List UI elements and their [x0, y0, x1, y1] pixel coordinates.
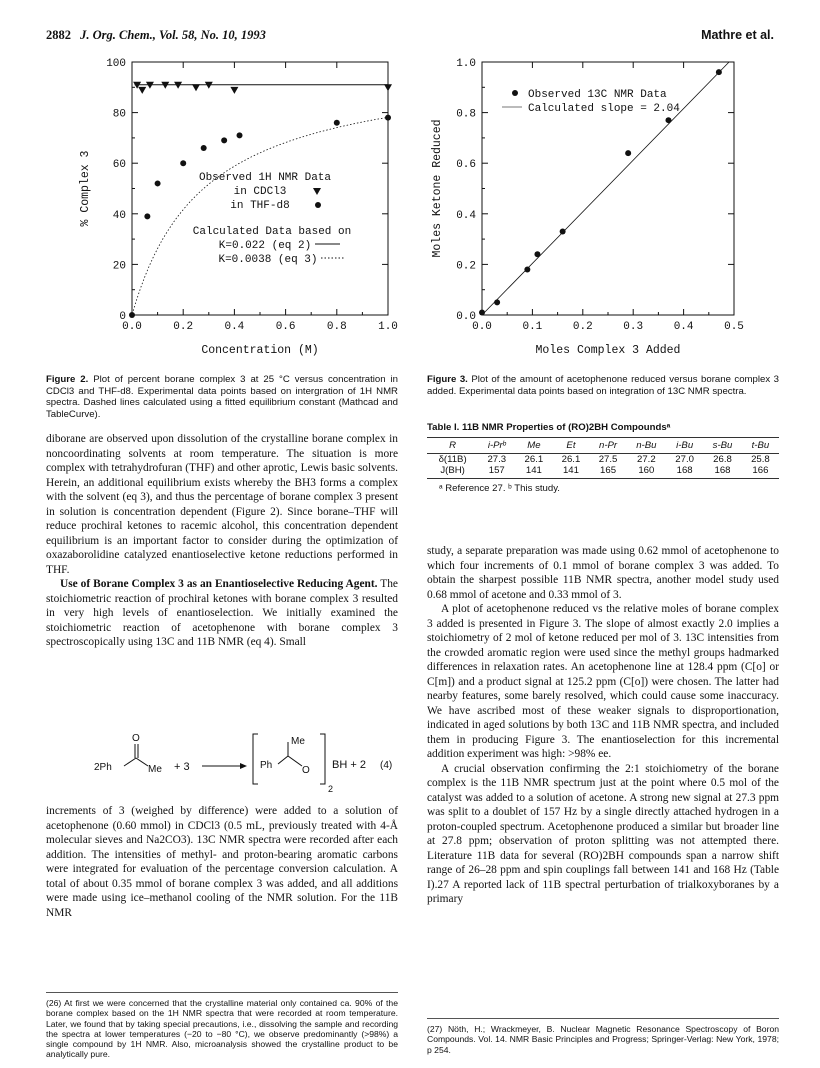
table-cell: 168 — [666, 465, 703, 479]
table-header-cell: n-Bu — [627, 437, 666, 453]
x-tick-label: 0.8 — [326, 321, 347, 333]
table-cell: 168 — [703, 465, 742, 479]
product-label: BH + 2 — [332, 759, 366, 771]
paragraph: diborane are observed upon dissolution of the crystalline borane complex in noncoordinating solvents at room temperature. The situation is more complex with tetrahydrofuran (THF) and other aprotic, Lewis basic solvents. Herein, an additional equilibrium exists whereby the BH3 forms a complex with the solvent (eq 3), and thus the percentage of borane complex 3 present in solution is concentration dependent (Figure 2). Since borane–THF will reduce prochiral ketones to racemic alcohol, this concentration dependent equilibrium is an important factor to consider during the optimization of oxazaborolidine catalyzed enantioselective ketone reductions performed in THF. — [46, 433, 398, 576]
figure-2 — [40, 50, 400, 365]
figure-3 — [420, 50, 790, 365]
circle-data-point — [665, 117, 671, 123]
page-number: 2882 — [46, 28, 71, 42]
figure-2-caption-text: Plot of percent borane complex 3 at 25 °C versus concentration in CDCl3 and THF-d8. Experimental data points based on intergration of 1H NMR spectra. Dashed lines calculated using a fitted equilibrium constant (Mathcad and TableCurve). — [46, 374, 399, 420]
reactant-label: 2Ph — [94, 762, 112, 773]
table-header-cell: s-Bu — [703, 437, 742, 453]
ring-oxygen-label: O — [302, 765, 310, 776]
figure-3-caption — [427, 374, 779, 397]
footnote-rule — [46, 992, 398, 993]
circle-data-point — [237, 132, 243, 138]
paragraph: A crucial observation confirming the 2:1 stoichiometry of the borane complex is the 11B NMR spectrum just at the point where 0.5 mol of the catalyst was added to a solution of acetone. A strong new signal at 27.3 ppm was split to a doublet of 157 Hz by a single directly attached hydrogen in a proton-coupled spectrum. Acetophenone produced a similar but broader line at 27.8 ppm; observation of proton splitting was not attempted there. Literature 11B data for several (RO)2BH compounds span a narrow shift range of 26–28 ppm and spin couplings fall between 141 and 168 Hz (Table I).27 A reported lack of 11B spectral perturbation of trialkoxyboranes by a primary — [427, 762, 779, 905]
circle-data-point — [534, 251, 540, 257]
y-tick-label: 40 — [112, 209, 126, 222]
table-cell: 141 — [515, 465, 552, 479]
circle-data-point — [155, 180, 161, 186]
triangle-data-point — [138, 87, 146, 94]
x-axis-label: Moles Complex 3 Added — [535, 344, 681, 357]
left-column-text — [46, 432, 398, 650]
x-tick-label: 0.6 — [275, 321, 296, 333]
legend-entry-observed: Observed 13C NMR Data — [528, 89, 667, 101]
x-tick-label: 0.3 — [623, 321, 644, 333]
figure-3-caption-label: Figure 3. — [427, 374, 468, 385]
left-column-text-continued — [46, 804, 398, 920]
triangle-data-point — [313, 188, 321, 195]
table-cell: δ(11B) — [438, 453, 467, 465]
circle-data-point — [524, 266, 530, 272]
x-tick-label: 1.0 — [378, 321, 398, 333]
table-header-cell: n-Pr — [590, 437, 627, 453]
author-header: Mathre et al. — [701, 28, 774, 42]
y-tick-label: 60 — [112, 159, 126, 172]
table-header-cell: i-Prᵇ — [478, 437, 515, 453]
y-tick-label: 0.2 — [456, 260, 476, 273]
legend-entry-eq3: K=0.0038 (eq 3) — [218, 254, 318, 266]
table-header-cell: Me — [515, 437, 552, 453]
table-header-cell: Et — [552, 437, 589, 453]
figure-2-caption — [46, 374, 398, 420]
circle-data-point — [716, 69, 722, 75]
paragraph-with-heading — [46, 577, 398, 650]
circle-data-point — [512, 90, 518, 96]
footnote-27: (27) Nöth, H.; Wrackmeyer, B. Nuclear Magnetic Resonance Spectroscopy of Boron Compounds. Vol. 14. NMR Basic Principles and Progress; Springer-Verlag: New York, 1978; p 254. — [427, 1024, 779, 1055]
x-tick-label: 0.4 — [673, 321, 694, 333]
table-1-header-row — [427, 437, 779, 453]
legend-entry-thf: in THF-d8 — [230, 200, 290, 212]
table-row — [427, 453, 779, 465]
table-cell: 165 — [590, 465, 627, 479]
triangle-data-point — [384, 84, 392, 91]
table-cell: 27.3 — [487, 453, 507, 465]
paragraph: increments of 3 (weighed by difference) were added to a solution of acetophenone (0.60 mmol) in CDCl3 (0.5 mL, previously treated with 4-Å molecular sieves and Na2CO3). 13C NMR spectra were recorded after each addition. The intensities of methyl- and proton-bearing aromatic carbons were integrated for evaluation of the percentage conversion calculation. A total of about 0.35 mmol of borane complex 3 was added, and all additions were made using ice–methanol cooling of the NMR solution. For the 11B NMR — [46, 805, 398, 919]
table-cell: 27.2 — [637, 453, 656, 465]
y-tick-label: 80 — [112, 108, 126, 121]
table-cell: 25.8 — [751, 453, 770, 465]
table-header-cell: i-Bu — [666, 437, 703, 453]
section-heading: Use of Borane Complex 3 as an Enantioselective Reducing Agent. — [60, 578, 378, 590]
footnote-26: (26) At first we were concerned that the crystalline material only contained ca. 90% of the borane complex based on the 1H NMR spectra that were recorded at room temperature. Later, we found that by taking special precautions, i.e., dissolving the sample and recording the spectra at lower temperatures (−20 to −80 °C), we observe predominantly (>98%) a single compound by 1H NMR. Also, microanalysis showed the crystalline product to be analytically pure. — [46, 998, 398, 1060]
x-tick-label: 0.0 — [122, 321, 142, 333]
table-1-label: Table I. — [427, 422, 460, 433]
table-cell: 26.1 — [561, 453, 581, 465]
table-1-grid — [427, 437, 779, 479]
table-cell: 160 — [627, 465, 666, 479]
y-tick-label: 0.4 — [456, 209, 476, 222]
figure-2-caption-label: Figure 2. — [46, 374, 89, 385]
plus-three: + 3 — [174, 761, 190, 773]
circle-data-point — [385, 115, 391, 121]
legend-entry-cdcl3: in CDCl3 — [233, 186, 287, 198]
footnote-rule — [427, 1018, 779, 1019]
y-tick-label: 0 — [119, 311, 126, 323]
circle-data-point — [479, 309, 485, 315]
triangle-data-point — [230, 87, 238, 94]
table-1-title — [427, 422, 779, 434]
x-tick-label: 0.5 — [724, 321, 744, 333]
table-cell: 166 — [742, 465, 779, 479]
y-tick-label: 1.0 — [456, 58, 476, 70]
table-cell: 26.1 — [524, 453, 544, 465]
table-cell: J(BH) — [427, 465, 478, 479]
x-tick-label: 0.2 — [572, 321, 593, 333]
equation-number: (4) — [380, 760, 393, 771]
table-header-cell: t-Bu — [742, 437, 779, 453]
circle-data-point — [221, 137, 227, 143]
methyl-label: Me — [148, 764, 162, 775]
y-tick-label: 0.6 — [456, 159, 476, 172]
legend-title-calculated: Calculated Data based on — [192, 226, 352, 238]
y-axis-label: % Complex 3 — [79, 150, 92, 227]
x-axis-label: Concentration (M) — [201, 344, 319, 357]
figure-3-chart — [420, 50, 790, 365]
ring-methyl-label: Me — [291, 736, 305, 747]
triangle-data-point — [205, 82, 213, 89]
paragraph: A plot of acetophenone reduced vs the relative moles of borane complex 3 added is presented in Figure 3. The slope of almost exactly 2.0 implies a stoichiometry of 2 mol of ketone reduced per mol of 3. 13C intensities from the crowded aromatic region were used since the methyl groups hadmarked differences in relaxation rates. An acetophenone line at 128.4 ppm (C[o] or C[m]) and a product signal at 125.2 ppm (C[o]) were chosen. The latter had nearby features, some barely resolved, which could cause some inaccuracy. We have ascribed most of these weaker signals to disproportionation, indicated in aged solutions by both 13C and 11B NMR spectra, and included them in producing Figure 3. The enantioselection for this incremental addition experiment was high: >98% ee. — [427, 603, 779, 760]
right-column-text — [427, 544, 779, 907]
triangle-data-point — [161, 82, 169, 89]
legend-entry-eq2: K=0.022 (eq 2) — [218, 240, 312, 252]
circle-data-point — [494, 299, 500, 305]
paragraph-text: The stoichiometric reaction of prochiral ketones with borane complex 3 resulted in very high levels of enantioselection. We initially examined the stoichiometric reaction of acetophenone with borane complex 3 spectroscopically using 13C and 11B NMR (eq 4). Small — [46, 578, 398, 648]
triangle-data-point — [174, 82, 182, 89]
legend-entry-calculated: Calculated slope = 2.04 — [528, 103, 680, 115]
table-1-footnote: ᵃ Reference 27. ᵇ This study. — [439, 482, 560, 494]
x-tick-label: 0.1 — [522, 321, 543, 333]
figure-3-caption-text: Plot of the amount of acetophenone reduced versus borane complex 3 added. Experimental data points based on integration of 13C NMR spectra. — [427, 374, 779, 397]
y-axis-label: Moles Ketone Reduced — [431, 119, 444, 258]
legend-title-observed: Observed 1H NMR Data — [198, 172, 332, 184]
table-1-title-text: 11B NMR Properties of (RO)2BH Compoundsᵃ — [462, 422, 671, 433]
table-row — [427, 465, 779, 479]
paragraph: study, a separate preparation was made using 0.62 mmol of acetophenone to which four increments of 0.1 mmol of borane complex 3 was added. To obtain the sharpest possible 11B NMR spectra, another model study used 0.68 mmol of acetone and 0.33 mmol of 3. — [427, 545, 779, 601]
table-cell: 26.8 — [713, 453, 732, 465]
triangle-data-point — [146, 82, 154, 89]
table-1-body — [427, 453, 779, 478]
reaction-scheme-drawing — [80, 728, 400, 798]
figure-2-chart — [40, 50, 400, 365]
table-cell: 141 — [552, 465, 589, 479]
circle-data-point — [560, 229, 566, 235]
ring-phenyl-label: Ph — [260, 760, 273, 771]
circle-data-point — [201, 145, 207, 151]
circle-data-point — [334, 120, 340, 126]
circle-data-point — [315, 202, 321, 208]
table-cell: 157 — [478, 465, 515, 479]
x-tick-label: 0.4 — [224, 321, 245, 333]
table-1 — [427, 422, 779, 494]
table-cell: 27.5 — [598, 453, 618, 465]
circle-data-point — [625, 150, 631, 156]
reaction-scheme-eq4 — [80, 728, 400, 798]
table-cell: 27.0 — [675, 453, 694, 465]
table-header-cell: R — [427, 437, 478, 453]
carbonyl-oxygen: O — [132, 733, 140, 744]
x-tick-label: 0.0 — [472, 321, 492, 333]
x-tick-label: 0.2 — [173, 321, 194, 333]
calc-curve-thf — [132, 117, 388, 314]
journal-citation: J. Org. Chem., Vol. 58, No. 10, 1993 — [80, 28, 266, 42]
y-tick-label: 20 — [112, 260, 126, 273]
triangle-data-point — [192, 84, 200, 91]
running-header — [46, 28, 266, 43]
circle-data-point — [129, 312, 135, 318]
y-tick-label: 0.8 — [456, 108, 476, 121]
circle-data-point — [180, 160, 186, 166]
y-tick-label: 0.0 — [456, 311, 476, 323]
bracket-subscript: 2 — [328, 784, 334, 794]
y-tick-label: 100 — [106, 58, 126, 70]
circle-data-point — [144, 213, 150, 219]
